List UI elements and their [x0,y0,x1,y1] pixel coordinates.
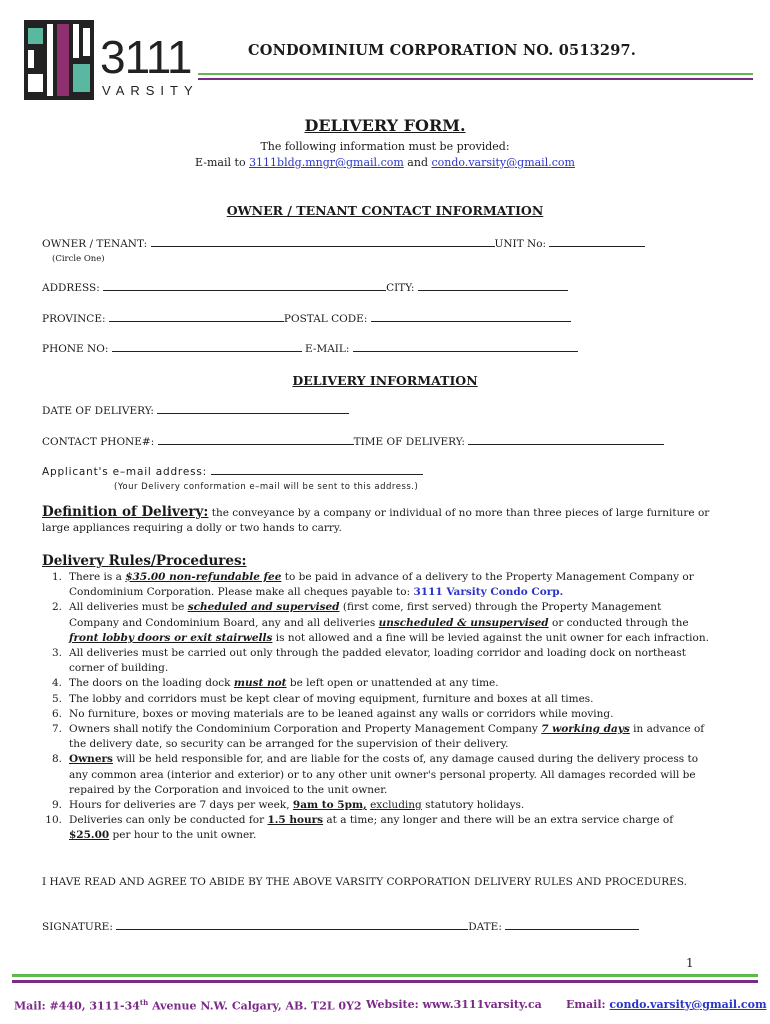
signature-row [42,921,639,933]
rule-item-6: 6. No furniture, boxes or moving materials are to be leaned against any walls or corridors while moving. [51,707,614,720]
rule-item-10: 10. Deliveries can only be conducted for 1.5 hours at a time; any longer and there will be an extra service charge of $25.00 per hour to the unit owner. [45,814,674,842]
city-field[interactable] [418,282,568,291]
province-label: PROVINCE: [42,313,106,325]
definition-text: the conveyance by a company or individual of no more than three pieces of large furniture or large appliances requiring a dolly or two hands to carry. [42,507,710,534]
email-field[interactable] [353,343,578,352]
signature-label: SIGNATURE: [42,921,113,933]
footer-website[interactable]: Website: www.3111varsity.ca [366,998,542,1011]
contact-phone-row [42,436,664,448]
unit-field[interactable] [549,238,645,247]
rule-item-9: 9. Hours for deliveries are 7 days per week, 9am to 5pm, excluding statutory holidays. [51,799,525,812]
email-prefix: E-mail to [195,156,246,169]
unit-label: UNIT No: [494,238,547,250]
applicant-email-row [42,466,423,478]
date-of-delivery-label: DATE OF DELIVERY: [42,405,154,417]
corporation-title: CONDOMINIUM CORPORATION NO. 0513297. [248,42,637,59]
agreement-statement: I HAVE READ AND AGREE TO ABIDE BY THE ABOVE VARSITY CORPORATION DELIVERY RULES AND PROCEDURES. [42,876,687,888]
rule-item-4: 4. The doors on the loading dock must not be left open or unattended at any time. [51,677,499,690]
date-of-delivery-field[interactable] [157,405,349,414]
definition-paragraph [42,505,732,536]
rules-heading: Delivery Rules/Procedures: [42,553,247,569]
rules-list [42,570,712,844]
city-label: CITY: [386,282,415,294]
rule-item-3: 3. All deliveries must be carried out only through the padded elevator, loading corridor and loading dock on northeast corner of building. [51,647,687,675]
intro-text: The following information must be provided: [260,140,510,153]
contact-phone-label: CONTACT PHONE#: [42,436,155,448]
applicant-email-label: Applicant's e–mail address: [42,466,207,478]
applicant-email-field[interactable] [211,466,423,475]
time-of-delivery-label: TIME OF DELIVERY: [353,436,465,448]
signature-field[interactable] [116,921,468,930]
contact-phone-field[interactable] [158,436,354,445]
postal-code-label: POSTAL CODE: [283,313,368,325]
footer-green-rule [12,974,758,977]
address-row [42,282,568,294]
postal-code-field[interactable] [371,313,571,322]
footer-purple-rule [12,980,758,983]
logo-mark [24,20,94,100]
date-of-delivery-row [42,405,349,417]
phone-label: PHONE NO: [42,343,109,355]
phone-email-row [42,343,578,355]
footer-email: Email: condo.varsity@gmail.com [566,998,767,1011]
contact-section-heading: OWNER / TENANT CONTACT INFORMATION [226,203,544,218]
province-field[interactable] [109,313,284,322]
rule-item-5: 5. The lobby and corridors must be kept clear of moving equipment, furniture and boxes at all times. [51,692,594,705]
email-link-condo[interactable]: condo.varsity@gmail.com [431,156,575,169]
phone-field[interactable] [112,343,302,352]
signature-date-label: DATE: [468,921,502,933]
definition-heading: Definition of Delivery: [42,504,209,520]
email-label: E-MAIL: [305,343,350,355]
rule-item-2: 2. All deliveries must be scheduled and supervised (first come, first served) through the Property Management Company and Condominium Board, any and all deliveries unscheduled & unsupervised or conducted through the front lobby doors or exit stairwells is not allowed and a fine will be levied against the unit owner for each infraction. [51,601,709,644]
header-green-rule [198,73,753,75]
address-label: ADDRESS: [42,282,100,294]
owner-tenant-field[interactable] [151,238,495,247]
rule-item-8: 8. Owners will be held responsible for, and are liable for the costs of, any damage caused during the delivery process to any common area (interior and exterior) or to any other unit owner's personal property. All damages recorded will be repaired by the Corporation and invoiced to the unit owner. [51,753,699,796]
email-link-manager[interactable]: 3111bldg.mngr@gmail.com [249,156,404,169]
address-field[interactable] [103,282,386,291]
province-row [42,313,571,325]
form-title: DELIVERY FORM. [304,116,466,135]
email-and: and [407,156,428,169]
delivery-section-heading: DELIVERY INFORMATION [292,373,478,388]
signature-date-field[interactable] [505,921,639,930]
circle-one-note: (Circle One) [52,254,105,264]
footer-mail-address: Mail: #440, 3111-34th Avenue N.W. Calgary, AB. T2L 0Y2 [14,998,362,1013]
logo-word: VARSITY [102,83,199,98]
footer-email-link[interactable]: condo.varsity@gmail.com [609,998,767,1011]
header-purple-rule [198,78,753,80]
applicant-email-note: (Your Delivery conformation e–mail will be sent to this address.) [114,482,419,492]
rule-item-7: 7. Owners shall notify the Condominium Corporation and Property Management Company 7 working days in advance of the delivery date, so security can be arranged for the supervision of their delivery. [51,723,705,751]
owner-tenant-label: OWNER / TENANT: [42,238,148,250]
rule-item-1: 1. There is a $35.00 non-refundable fee to be paid in advance of a delivery to the Property Management Company or Condominium Corporation. Please make all cheques payable to: 3111 Varsity Condo Corp. [51,571,694,599]
page-number: 1 [686,956,694,970]
logo-number: 3111 [100,31,192,83]
email-instructions [0,156,770,169]
owner-tenant-row [42,238,645,250]
time-of-delivery-field[interactable] [468,436,664,445]
